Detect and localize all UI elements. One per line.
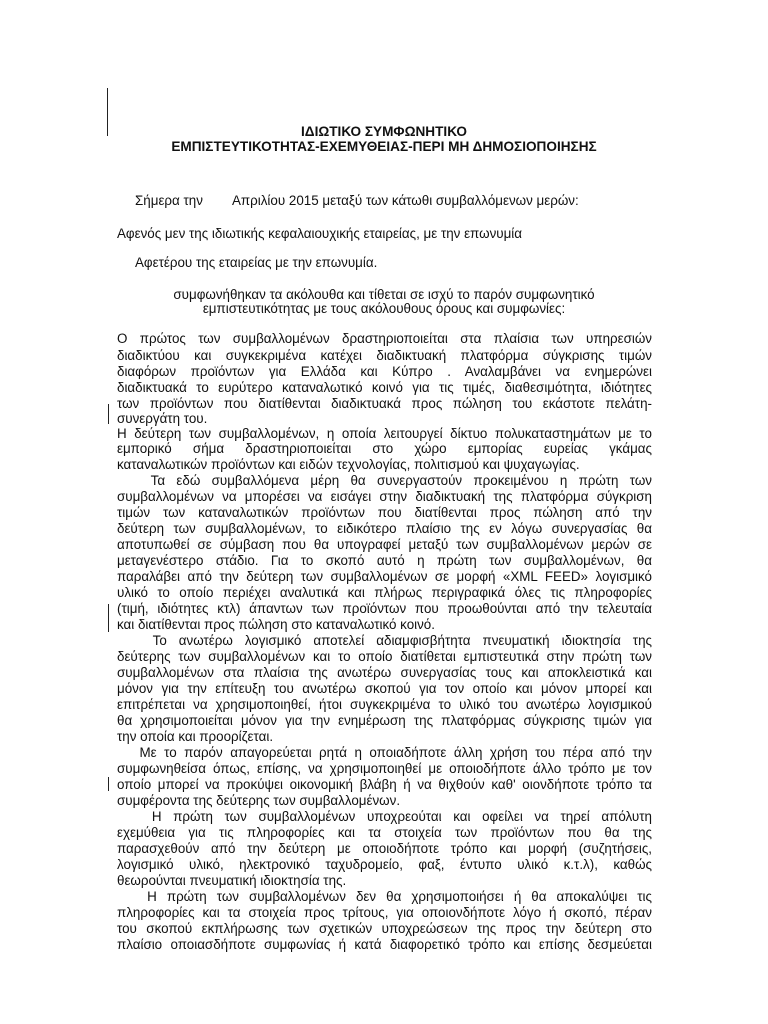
body-line: μεταγενέστερο στάδιο. Για το σκοπό αυτό η πρώτη των συμβαλλομένων, θα bbox=[117, 553, 652, 568]
body-line: πλαίσιο οποιασδήποτε συμφωνίας ή κατά διαφορετικό τρόπο και επίσης δεσμεύεται bbox=[117, 937, 652, 952]
body-line: δεύτερη των συμβαλλομένων, το ειδικότερο πλαίσιο της εν λόγω συνεργασίας θα bbox=[117, 521, 652, 536]
body-line: και διατίθενται προς πώληση στο καταναλωτικό κοινό. bbox=[117, 617, 435, 632]
body-line: λογισμικό υλικό, ηλεκτρονικό ταχυδρομείο, φαξ, έντυπο υλικό κ.τ.λ), καθώς bbox=[117, 857, 652, 872]
body-line: του σκοπού εκπλήρωσης των σχετικών υποχρεώσεων της προς την δεύτερη στο bbox=[117, 921, 652, 936]
body-line: διαφόρων προϊόντων για Ελλάδα και Κύπρο . Αναλαμβάνει να ενημερώνει bbox=[117, 364, 652, 379]
body-line: παρασχεθούν από την δεύτερη με οποιοδήποτε τρόπο και μορφή (συζητήσεις, bbox=[117, 841, 652, 856]
body-line: συμβαλλομένων να μπορέσει να εισάγει στην διαδικτυακή της πλατφόρμα σύγκριση bbox=[117, 489, 652, 504]
body-line: συμφέροντα της δεύτερης των συμβαλλομένων. bbox=[117, 793, 401, 808]
body-line: παραλάβει από την δεύτερη των συμβαλλομένων σε μορφή «XML FEED» λογισμικό bbox=[117, 569, 652, 584]
body-line: Ο πρώτος των συμβαλλομένων δραστηριοποιείται στα πλαίσια των υπηρεσιών bbox=[117, 331, 652, 346]
second-party-line: Αφετέρου της εταιρείας με την επωνυμία. bbox=[135, 255, 378, 270]
revision-bar bbox=[108, 404, 109, 424]
body-line: των προϊόντων που διατίθενται διαδικτυακά προς πώληση του εκάστοτε πελάτη- bbox=[117, 396, 652, 411]
body-line: Τα εδώ συμβαλλόμενα μέρη θα συνεργαστούν προκειμένου η πρώτη των bbox=[117, 473, 652, 488]
body-line: πληροφορίες και τα στοιχεία προς τρίτους, για οποιονδήποτε λόγο ή σκοπό, πέραν bbox=[117, 905, 652, 920]
body-line: οποίο μπορεί να προκύψει οικονομική βλάβη ή να θιχθούν καθ' οιονδήποτε τρόπο τα bbox=[117, 777, 652, 792]
body-line: συμβαλλομένων στα πλαίσια της ανωτέρω συνεργασίας τους και αποκλειστικά και bbox=[117, 665, 652, 680]
body-line: Η πρώτη των συμβαλλομένων δεν θα χρησιμοποιήσει ή θα αποκαλύψει τις bbox=[117, 889, 652, 904]
body-line: Η πρώτη των συμβαλλομένων υποχρεούται και οφείλει να τηρεί απόλυτη bbox=[117, 809, 652, 824]
agreement-line-1: συμφωνήθηκαν τα ακόλουθα και τίθεται σε ισχύ το παρόν συμφωνητικό bbox=[173, 287, 595, 302]
body-line: επιτρέπεται να χρησιμοποιηθεί, ήτοι συγκεκριμένα το υλικό του ανωτέρω λογισμικού bbox=[117, 697, 652, 712]
body-line: συμφωνηθείσα όπως, επίσης, να χρησιμοποιηθεί με οποιοδήποτε άλλο τρόπο με τον bbox=[117, 761, 652, 776]
date-line: Σήμερα την Απριλίου 2015 μεταξύ των κάτωθι συμβαλλόμενων μερών: bbox=[135, 193, 579, 208]
body-line: εμπορικό σήμα δραστηριοποιείται στο χώρο εμπορίας ευρείας γκάμας bbox=[117, 441, 652, 456]
body-line: εχεμύθεια για τις πληροφορίες και τα στοιχεία των προϊόντων που θα της bbox=[117, 825, 652, 840]
body-line: Η δεύτερη των συμβαλλομένων, η οποία λειτουργεί δίκτυο πολυκαταστημάτων με το bbox=[117, 426, 652, 441]
body-line: διαδικτυακά το ευρύτερο καταναλωτικό κοινό για τις τιμές, διαθεσιμότητα, ιδιότητες bbox=[117, 380, 652, 395]
revision-bar bbox=[108, 777, 109, 791]
body-line: υλικό το οποίο περιέχει αναλυτικά και πλήρως περιγραφικά όλες τις πληροφορίες bbox=[117, 585, 652, 600]
title-line-1: ΙΔΙΩΤΙΚΟ ΣΥΜΦΩΝΗΤΙΚΟ bbox=[301, 124, 467, 139]
first-party-line: Αφενός μεν της ιδιωτικής κεφαλαιουχικής εταιρείας, με την επωνυμία bbox=[117, 226, 523, 241]
body-line: θα χρησιμοποιείται μόνον για την ενημέρωση της πλατφόρμας σύγκρισης τιμών για bbox=[117, 713, 652, 728]
body-line: αποτυπωθεί σε σύμβαση που θα υπογραφεί μεταξύ των συμβαλλομένων μερών σε bbox=[117, 537, 652, 552]
agreement-line-2: εμπιστευτικότητας με τους ακόλουθους όρους και συμφωνίες: bbox=[202, 301, 566, 316]
body-line: Το ανωτέρω λογισμικό αποτελεί αδιαμφισβήτητα πνευματική ιδιοκτησία της bbox=[117, 633, 652, 648]
revision-bar bbox=[108, 604, 109, 632]
body-line: την οποία και προορίζεται. bbox=[117, 729, 274, 744]
body-line: καταναλωτικών προϊόντων και ειδών τεχνολογίας, πολιτισμού και ψυχαγωγίας. bbox=[117, 457, 580, 472]
body-line: (τιμή, ιδιότητες κτλ) άπαντων των προϊόντων που προωθούνται από την τελευταία bbox=[117, 601, 652, 616]
body-line: θεωρούνται πνευματική ιδιοκτησία της. bbox=[117, 873, 347, 888]
body-line: συνεργάτη του. bbox=[117, 411, 208, 426]
title-line-2: ΕΜΠΙΣΤΕΥΤΙΚΟΤΗΤΑΣ-ΕΧΕΜΥΘΕΙΑΣ-ΠΕΡΙ ΜΗ ΔΗΜΟΣΙΟΠΟΙΗΣΗΣ bbox=[171, 139, 597, 154]
body-line: μόνον για την επίτευξη του ανωτέρω σκοπού για τον οποίο και μόνον μπορεί και bbox=[117, 681, 652, 696]
body-line: διαδικτύου και συγκεκριμένα κατέχει διαδικτυακή πλατφόρμα σύγκρισης τιμών bbox=[117, 348, 652, 363]
body-line: τιμών των καταναλωτικών προϊόντων που διατίθενται προς πώληση από την bbox=[117, 505, 652, 520]
body-line: δεύτερης των συμβαλλομένων και το οποίο διατίθεται εμπιστευτικά στην πρώτη των bbox=[117, 649, 652, 664]
body-line: Με το παρόν απαγορεύεται ρητά η οποιαδήποτε άλλη χρήση του πέρα από την bbox=[117, 745, 652, 760]
